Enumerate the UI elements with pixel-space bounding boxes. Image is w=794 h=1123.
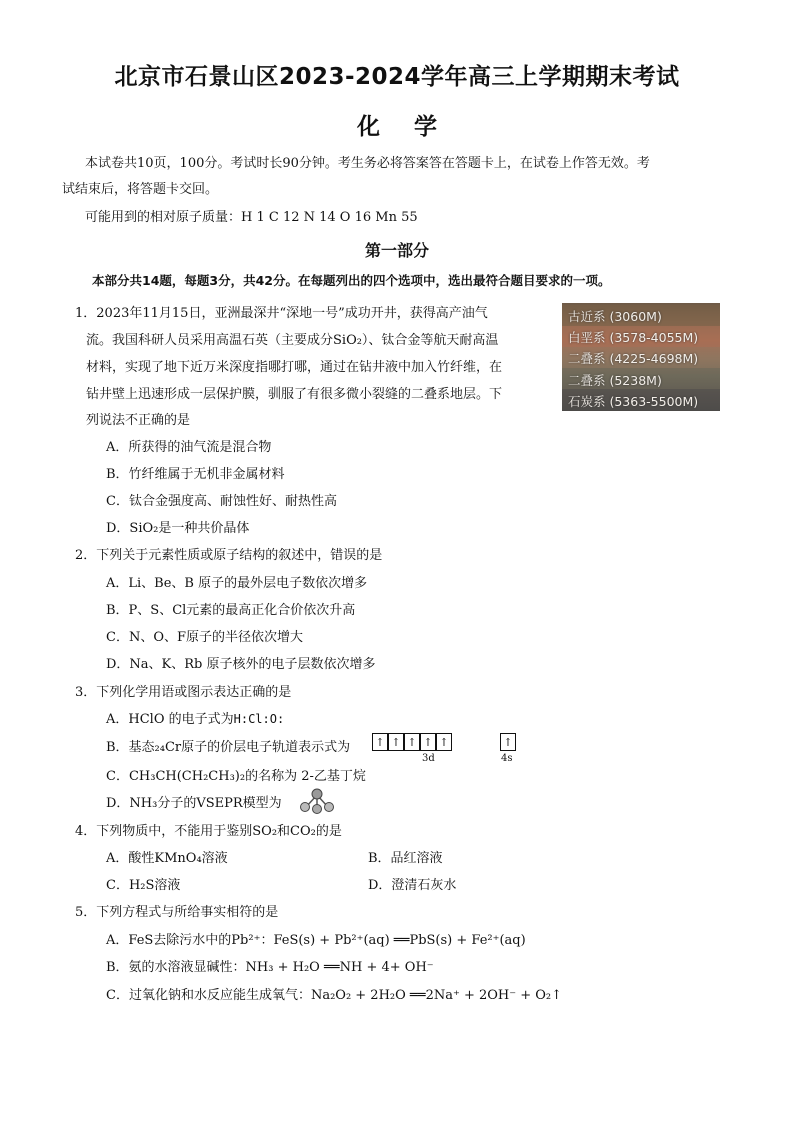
- orbital-3d-label: 3d: [422, 753, 435, 764]
- orbital-3d-4: ↑: [420, 733, 436, 751]
- orbital-3d-1: ↑: [372, 733, 388, 751]
- orbital-3d-2: ↑: [388, 733, 404, 751]
- q3-stem: 3．下列化学用语或图示表达正确的是: [75, 685, 292, 700]
- q4-option-a: A．酸性KMnO₄溶液: [106, 851, 228, 866]
- q3-option-c: C．CH₃CH(CH₂CH₃)₂的名称为 2-乙基丁烷: [106, 769, 366, 784]
- q2-option-c: C．N、O、F原子的半径依次增大: [106, 630, 303, 645]
- q1-line-3: 材料，实现了地下近万米深度指哪打哪，通过在钻井液中加入竹纤维，在: [86, 360, 503, 375]
- exam-title: 北京市石景山区2023-2024学年高三上学期期末考试: [114, 64, 680, 90]
- q1-line-1: 1．2023年11月15日，亚洲最深井“深地一号”成功开井，获得高产油气: [75, 306, 488, 321]
- q5-option-c: C．过氧化钠和水反应能生成氧气：Na₂O₂ + 2H₂O ══2Na⁺ + 2OH⁻ + O₂↑: [106, 988, 563, 1003]
- strata-photo: [562, 303, 720, 411]
- q4-option-c: C．H₂S溶液: [106, 878, 181, 893]
- orbital-3d-5: ↑: [436, 733, 452, 751]
- q1-option-c: C．钛合金强度高、耐蚀性好、耐热性高: [106, 494, 337, 509]
- strata-label-3: 二叠系 (4225-4698M): [568, 351, 699, 366]
- strata-label-1: 古近系 (3060M): [568, 309, 662, 324]
- q1-option-a: A．所获得的油气流是混合物: [106, 440, 272, 455]
- part-title: 第一部分: [364, 241, 429, 260]
- orbital-4s: ↑: [500, 733, 516, 751]
- strata-label-2: 白垩系 (3578-4055M): [568, 330, 699, 345]
- q1-line-2: 流。我国科研人员采用高温石英（主要成分SiO₂）、钛合金等航天耐高温: [86, 333, 499, 348]
- q4-option-d: D．澄清石灰水: [368, 878, 457, 893]
- q2-option-d: D．Na、K、Rb 原子核外的电子层数依次增多: [106, 657, 376, 672]
- q1-line-4: 钻井壁上迅速形成一层保护膜，驯服了有很多微小裂缝的二叠系地层。下: [86, 387, 503, 402]
- orbital-4s-label: 4s: [501, 753, 513, 764]
- q4-option-b: B．品红溶液: [368, 851, 443, 866]
- q5-option-a: A．FeS去除污水中的Pb²⁺：FeS(s) + Pb²⁺(aq) ══PbS(s) + Fe²⁺(aq): [106, 933, 526, 948]
- hclo-electron-formula: H:Cl:O:: [233, 712, 285, 726]
- orbital-3d-3: ↑: [404, 733, 420, 751]
- q3-option-d: D．NH₃分子的VSEPR模型为: [106, 796, 282, 811]
- q5-stem: 5．下列方程式与所给事实相符的是: [75, 905, 279, 920]
- atomic-masses: 可能用到的相对原子质量：H 1 C 12 N 14 O 16 Mn 55: [85, 210, 418, 225]
- subject-title: 化学: [357, 114, 471, 140]
- intro-line-1: 本试卷共10页，100分。考试时长90分钟。考生务必将答案答在答题卡上，在试卷上作答无效。考: [85, 156, 650, 171]
- vsepr-model-icon: [298, 787, 336, 815]
- strata-label-5: 石炭系 (5363-5500M): [568, 394, 699, 409]
- q4-stem: 4．下列物质中，不能用于鉴别SO₂和CO₂的是: [75, 824, 342, 839]
- intro-line-2: 试结束后，将答题卡交回。: [62, 182, 219, 197]
- q3-option-b: B．基态₂₄Cr原子的价层电子轨道表示式为: [106, 740, 351, 755]
- q1-line-5: 列说法不正确的是: [86, 413, 191, 428]
- q1-option-b: B．竹纤维属于无机非金属材料: [106, 467, 285, 482]
- q2-option-a: A．Li、Be、B 原子的最外层电子数依次增多: [106, 576, 368, 591]
- orbital-diagram: [372, 733, 532, 764]
- q2-option-b: B．P、S、Cl元素的最高正化合价依次升高: [106, 603, 356, 618]
- strata-label-4: 二叠系 (5238M): [568, 373, 662, 388]
- part-instructions: 本部分共14题，每题3分，共42分。在每题列出的四个选项中，选出最符合题目要求的一项。: [92, 273, 611, 288]
- q1-option-d: D．SiO₂是一种共价晶体: [106, 521, 250, 536]
- q5-option-b: B．氨的水溶液显碱性：NH₃ + H₂O ══NH + 4+ OH⁻: [106, 960, 434, 975]
- q2-stem: 2．下列关于元素性质或原子结构的叙述中，错误的是: [75, 548, 383, 563]
- q3-option-a: A．HClO 的电子式为H:Cl:O:: [106, 712, 285, 727]
